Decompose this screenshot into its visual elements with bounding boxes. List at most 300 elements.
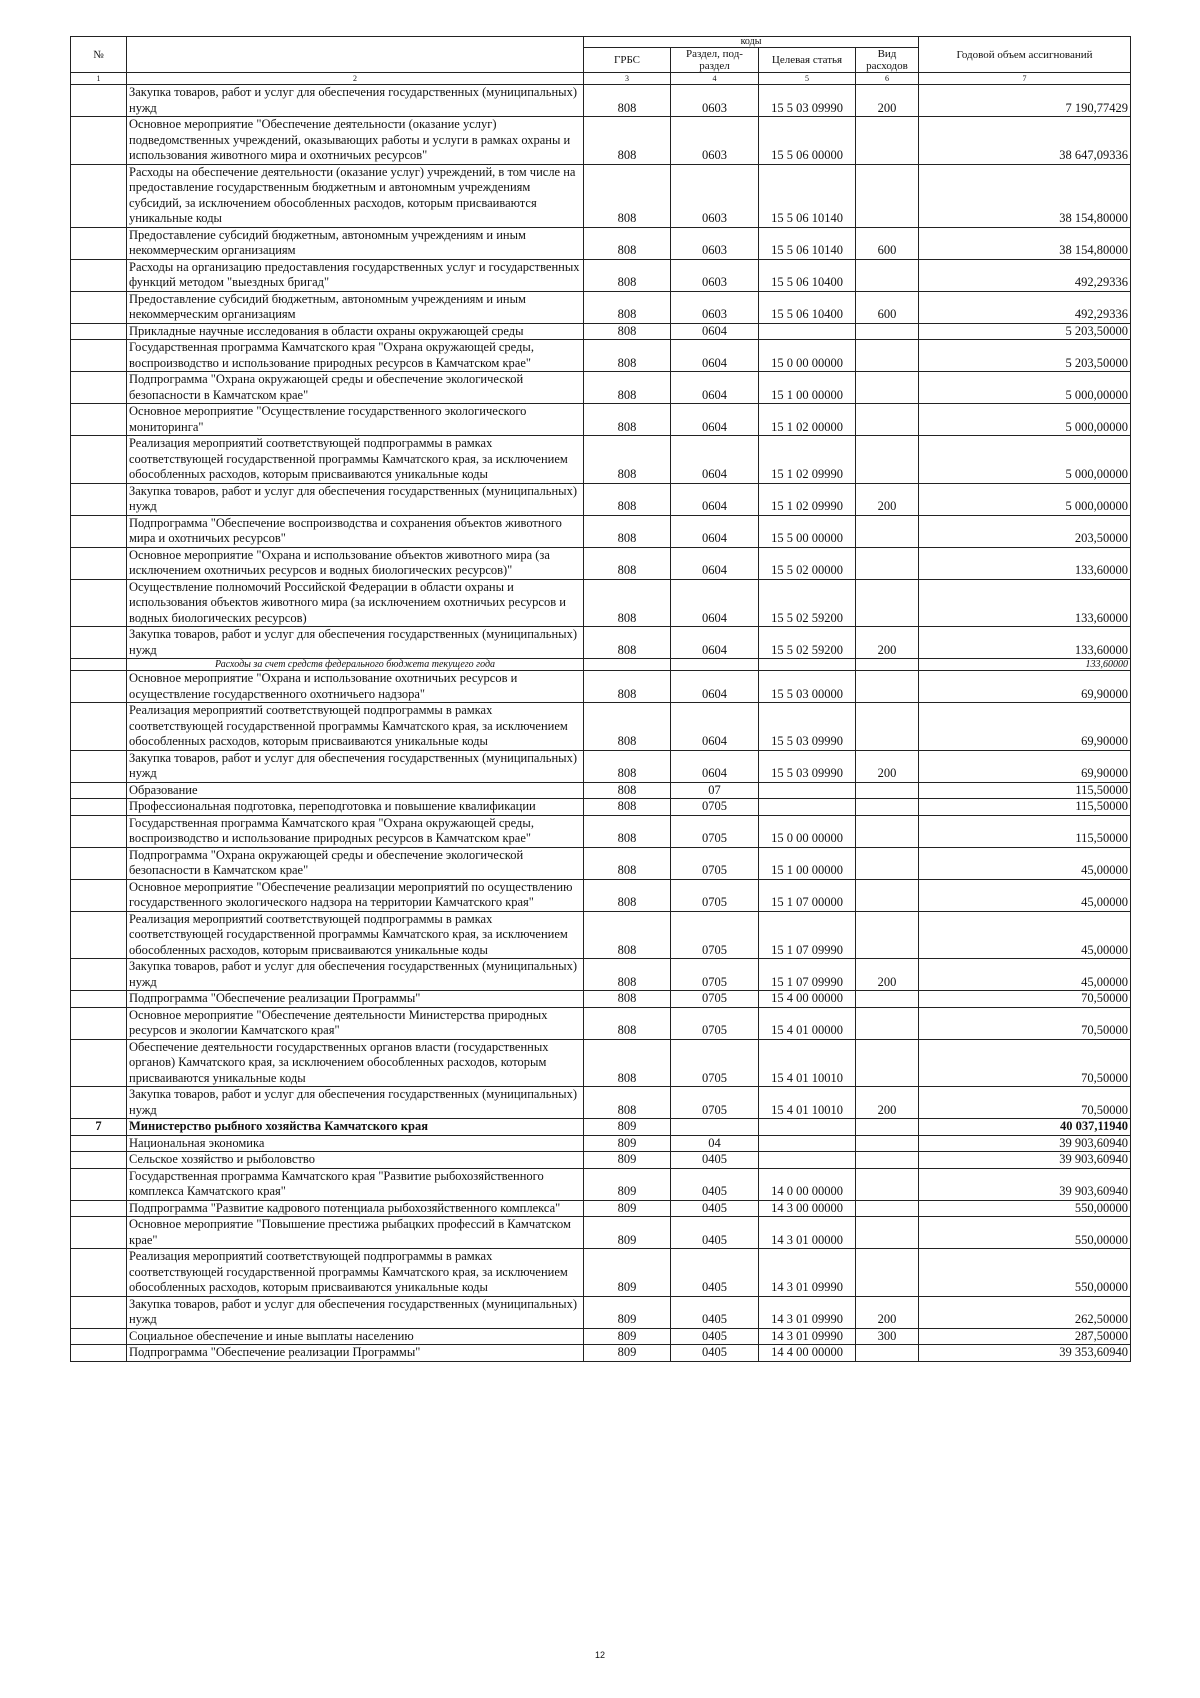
row-amount-cell: 39 903,60940 <box>919 1152 1131 1169</box>
row-section-cell: 0604 <box>671 483 759 515</box>
row-grbs-cell: 809 <box>584 1345 671 1362</box>
table-row <box>71 1296 1131 1328</box>
row-target-cell: 14 3 01 09990 <box>759 1249 856 1297</box>
row-section-cell: 0705 <box>671 1087 759 1119</box>
row-kind-cell <box>856 1039 919 1087</box>
row-target-cell <box>759 1152 856 1169</box>
row-target-cell: 15 4 00 00000 <box>759 991 856 1008</box>
row-name-cell: Основное мероприятие "Охрана и использование объектов животного мира (за исключением охотничьих ресурсов и водных биологических ресурсов)" <box>127 547 584 579</box>
table-row <box>71 911 1131 959</box>
row-name-cell: Предоставление субсидий бюджетным, автономным учреждениям и иным некоммерческим организациям <box>127 227 584 259</box>
row-grbs-cell: 808 <box>584 404 671 436</box>
row-target-cell <box>759 782 856 799</box>
row-number-cell <box>71 1296 127 1328</box>
row-amount-cell: 70,50000 <box>919 991 1131 1008</box>
row-kind-cell <box>856 815 919 847</box>
row-grbs-cell: 808 <box>584 1007 671 1039</box>
row-kind-cell <box>856 703 919 751</box>
row-grbs-cell: 808 <box>584 340 671 372</box>
row-kind-cell <box>856 991 919 1008</box>
row-number-cell <box>71 1039 127 1087</box>
row-amount-cell: 45,00000 <box>919 879 1131 911</box>
row-grbs-cell: 808 <box>584 515 671 547</box>
row-target-cell: 15 5 00 00000 <box>759 515 856 547</box>
row-number-cell <box>71 372 127 404</box>
row-grbs-cell: 808 <box>584 991 671 1008</box>
row-section-cell: 0604 <box>671 404 759 436</box>
row-kind-cell: 300 <box>856 1328 919 1345</box>
row-amount-cell: 133,60000 <box>919 627 1131 659</box>
row-section-cell: 0604 <box>671 340 759 372</box>
header-target: Целевая статья <box>759 48 856 73</box>
row-kind-cell <box>856 1200 919 1217</box>
table-row <box>71 1039 1131 1087</box>
row-grbs-cell: 808 <box>584 164 671 227</box>
row-amount-cell: 203,50000 <box>919 515 1131 547</box>
table-row <box>71 85 1131 117</box>
row-number-cell <box>71 117 127 165</box>
row-kind-cell <box>856 436 919 484</box>
table-row <box>71 782 1131 799</box>
table-row <box>71 799 1131 816</box>
row-grbs-cell: 808 <box>584 750 671 782</box>
row-kind-cell <box>856 1135 919 1152</box>
row-grbs-cell: 808 <box>584 227 671 259</box>
row-kind-cell <box>856 515 919 547</box>
page-number: 12 <box>594 1650 605 1660</box>
row-target-cell: 15 1 02 00000 <box>759 404 856 436</box>
row-target-cell <box>759 323 856 340</box>
row-section-cell: 0405 <box>671 1345 759 1362</box>
row-kind-cell: 200 <box>856 483 919 515</box>
row-amount-cell: 550,00000 <box>919 1200 1131 1217</box>
row-number-cell <box>71 1135 127 1152</box>
row-number-cell <box>71 959 127 991</box>
row-amount-cell: 38 647,09336 <box>919 117 1131 165</box>
row-name-cell: Подпрограмма "Обеспечение воспроизводства и сохранения объектов животного мира и охотничьих ресурсов" <box>127 515 584 547</box>
row-name-cell: Осуществление полномочий Российской Федерации в области охраны и использования объектов животного мира (за исключением охотничьих ресурсов и водных биологических ресурсов) <box>127 579 584 627</box>
row-target-cell: 15 4 01 10010 <box>759 1039 856 1087</box>
row-amount-cell: 39 903,60940 <box>919 1135 1131 1152</box>
row-grbs-cell: 808 <box>584 879 671 911</box>
row-name-cell: Расходы на обеспечение деятельности (оказание услуг) учреждений, в том числе на предоставление государственным бюджетным и автономным учреждениям субсидий, за исключением обособленных расходов, которым присваиваются уникальные коды <box>127 164 584 227</box>
row-number-cell <box>71 911 127 959</box>
row-grbs-cell: 808 <box>584 911 671 959</box>
row-target-cell: 15 5 02 00000 <box>759 547 856 579</box>
row-kind-cell <box>856 1168 919 1200</box>
column-number: 7 <box>919 73 1131 85</box>
header-kind: Вид расходов <box>856 48 919 73</box>
table-row <box>71 164 1131 227</box>
header-amount: Годовой объем ассигнований <box>919 37 1131 73</box>
row-target-cell: 14 3 01 09990 <box>759 1328 856 1345</box>
row-amount-cell: 70,50000 <box>919 1007 1131 1039</box>
row-number-cell <box>71 515 127 547</box>
row-name-cell: Подпрограмма "Охрана окружающей среды и обеспечение экологической безопасности в Камчатском крае" <box>127 847 584 879</box>
row-kind-cell <box>856 404 919 436</box>
row-section-cell: 0405 <box>671 1200 759 1217</box>
row-number-cell <box>71 1217 127 1249</box>
row-number-cell <box>71 671 127 703</box>
row-name-cell: Расходы за счет средств федерального бюджета текущего года <box>127 659 584 671</box>
table-row <box>71 991 1131 1008</box>
table-row <box>71 579 1131 627</box>
row-target-cell <box>759 799 856 816</box>
row-kind-cell <box>856 1007 919 1039</box>
row-kind-cell: 200 <box>856 750 919 782</box>
row-number-cell <box>71 659 127 671</box>
row-section-cell: 0604 <box>671 627 759 659</box>
row-target-cell: 15 1 07 00000 <box>759 879 856 911</box>
row-target-cell: 15 0 00 00000 <box>759 340 856 372</box>
row-grbs-cell: 809 <box>584 1168 671 1200</box>
table-row <box>71 1119 1131 1136</box>
table-row <box>71 259 1131 291</box>
table-row <box>71 547 1131 579</box>
row-name-cell: Основное мероприятие "Обеспечение реализации мероприятий по осуществлению государственного экологического надзора на территории Камчатского края" <box>127 879 584 911</box>
row-amount-cell: 45,00000 <box>919 911 1131 959</box>
row-target-cell: 15 5 06 10400 <box>759 291 856 323</box>
row-target-cell <box>759 1135 856 1152</box>
row-section-cell: 0405 <box>671 1296 759 1328</box>
row-target-cell: 14 4 00 00000 <box>759 1345 856 1362</box>
row-amount-cell: 550,00000 <box>919 1217 1131 1249</box>
row-grbs-cell: 808 <box>584 85 671 117</box>
table-row <box>71 1345 1131 1362</box>
row-grbs-cell: 808 <box>584 799 671 816</box>
row-amount-cell: 492,29336 <box>919 291 1131 323</box>
table-row <box>71 1328 1131 1345</box>
row-kind-cell: 600 <box>856 291 919 323</box>
row-name-cell: Государственная программа Камчатского края "Охрана окружающей среды, воспроизводство и использование природных ресурсов в Камчатском крае" <box>127 340 584 372</box>
row-name-cell: Основное мероприятие "Осуществление государственного экологического мониторинга" <box>127 404 584 436</box>
row-target-cell: 15 4 01 10010 <box>759 1087 856 1119</box>
row-number-cell <box>71 1249 127 1297</box>
row-name-cell: Основное мероприятие "Повышение престижа рыбацких профессий в Камчатском крае" <box>127 1217 584 1249</box>
row-section-cell: 0705 <box>671 911 759 959</box>
row-name-cell: Государственная программа Камчатского края "Охрана окружающей среды, воспроизводство и использование природных ресурсов в Камчатском крае" <box>127 815 584 847</box>
row-kind-cell <box>856 259 919 291</box>
row-target-cell: 15 5 03 00000 <box>759 671 856 703</box>
row-amount-cell: 69,90000 <box>919 703 1131 751</box>
row-number-cell <box>71 847 127 879</box>
row-section-cell: 0705 <box>671 815 759 847</box>
row-target-cell: 15 0 00 00000 <box>759 815 856 847</box>
row-section-cell: 0604 <box>671 671 759 703</box>
row-kind-cell: 200 <box>856 959 919 991</box>
row-number-cell <box>71 879 127 911</box>
row-target-cell: 15 5 02 59200 <box>759 627 856 659</box>
row-amount-cell: 7 190,77429 <box>919 85 1131 117</box>
table-row <box>71 1152 1131 1169</box>
column-number: 2 <box>127 73 584 85</box>
row-number-cell <box>71 991 127 1008</box>
row-name-cell: Обеспечение деятельности государственных органов власти (государственных органов) Камчатского края, за исключением обособленных расходов, которым присваиваются уникальные коды <box>127 1039 584 1087</box>
row-section-cell: 0604 <box>671 579 759 627</box>
row-kind-cell <box>856 372 919 404</box>
row-section-cell: 0603 <box>671 117 759 165</box>
row-amount-cell: 5 203,50000 <box>919 340 1131 372</box>
row-kind-cell <box>856 164 919 227</box>
row-kind-cell <box>856 1217 919 1249</box>
row-number-cell <box>71 1328 127 1345</box>
row-section-cell <box>671 1119 759 1136</box>
row-name-cell: Предоставление субсидий бюджетным, автономным учреждениям и иным некоммерческим организациям <box>127 291 584 323</box>
row-name-cell: Реализация мероприятий соответствующей подпрограммы в рамках соответствующей государственной программы Камчатского края, за исключением обособленных расходов, которым присваиваются уникальные коды <box>127 1249 584 1297</box>
row-number-cell <box>71 547 127 579</box>
row-section-cell: 0705 <box>671 879 759 911</box>
row-grbs-cell: 808 <box>584 959 671 991</box>
table-row <box>71 515 1131 547</box>
row-grbs-cell: 809 <box>584 1249 671 1297</box>
row-kind-cell <box>856 879 919 911</box>
row-name-cell: Расходы на организацию предоставления государственных услуг и государственных функций методом "выездных бригад" <box>127 259 584 291</box>
row-number-cell <box>71 627 127 659</box>
table-row <box>71 703 1131 751</box>
table-row <box>71 1087 1131 1119</box>
column-number: 5 <box>759 73 856 85</box>
row-grbs-cell: 808 <box>584 547 671 579</box>
row-number-cell: 7 <box>71 1119 127 1136</box>
table-row <box>71 815 1131 847</box>
row-target-cell <box>759 1119 856 1136</box>
row-target-cell: 15 4 01 00000 <box>759 1007 856 1039</box>
row-grbs-cell: 808 <box>584 372 671 404</box>
row-name-cell: Министерство рыбного хозяйства Камчатского края <box>127 1119 584 1136</box>
row-target-cell: 15 1 00 00000 <box>759 372 856 404</box>
row-kind-cell <box>856 782 919 799</box>
row-amount-cell: 39 353,60940 <box>919 1345 1131 1362</box>
table-row <box>71 323 1131 340</box>
row-number-cell <box>71 436 127 484</box>
row-amount-cell: 5 000,00000 <box>919 404 1131 436</box>
row-grbs-cell: 808 <box>584 782 671 799</box>
row-amount-cell: 70,50000 <box>919 1087 1131 1119</box>
row-number-cell <box>71 164 127 227</box>
row-kind-cell <box>856 659 919 671</box>
row-name-cell: Закупка товаров, работ и услуг для обеспечения государственных (муниципальных) нужд <box>127 85 584 117</box>
table-row <box>71 1007 1131 1039</box>
row-kind-cell: 200 <box>856 85 919 117</box>
row-kind-cell <box>856 340 919 372</box>
row-amount-cell: 262,50000 <box>919 1296 1131 1328</box>
table-row <box>71 1168 1131 1200</box>
row-kind-cell: 200 <box>856 1296 919 1328</box>
row-number-cell <box>71 1007 127 1039</box>
row-section-cell: 0603 <box>671 227 759 259</box>
row-amount-cell: 115,50000 <box>919 815 1131 847</box>
row-name-cell: Закупка товаров, работ и услуг для обеспечения государственных (муниципальных) нужд <box>127 750 584 782</box>
row-kind-cell: 200 <box>856 627 919 659</box>
row-name-cell: Закупка товаров, работ и услуг для обеспечения государственных (муниципальных) нужд <box>127 627 584 659</box>
row-number-cell <box>71 1200 127 1217</box>
row-section-cell: 0705 <box>671 847 759 879</box>
row-grbs-cell: 808 <box>584 671 671 703</box>
row-name-cell: Подпрограмма "Обеспечение реализации Программы" <box>127 991 584 1008</box>
table-row <box>71 291 1131 323</box>
row-section-cell: 0405 <box>671 1152 759 1169</box>
budget-table <box>70 36 1131 1362</box>
table-row <box>71 340 1131 372</box>
row-amount-cell: 5 000,00000 <box>919 436 1131 484</box>
row-name-cell: Прикладные научные исследования в области охраны окружающей среды <box>127 323 584 340</box>
row-number-cell <box>71 1168 127 1200</box>
row-kind-cell: 600 <box>856 227 919 259</box>
row-number-cell <box>71 750 127 782</box>
row-name-cell: Основное мероприятие "Охрана и использование охотничьих ресурсов и осуществление государственного охотничьего надзора" <box>127 671 584 703</box>
header-grbs: ГРБС <box>584 48 671 73</box>
row-amount-cell: 39 903,60940 <box>919 1168 1131 1200</box>
row-grbs-cell: 808 <box>584 627 671 659</box>
table-row <box>71 372 1131 404</box>
row-target-cell: 15 5 03 09990 <box>759 703 856 751</box>
row-amount-cell: 115,50000 <box>919 782 1131 799</box>
row-target-cell <box>759 659 856 671</box>
row-grbs-cell: 808 <box>584 259 671 291</box>
row-kind-cell <box>856 847 919 879</box>
row-target-cell: 15 1 07 09990 <box>759 959 856 991</box>
row-name-cell: Основное мероприятие "Обеспечение деятельности (оказание услуг) подведомственных учреждений, оказывающих работы и услуги в рамках охраны и использования животного мира и охотничьих ресурсов" <box>127 117 584 165</box>
row-kind-cell <box>856 671 919 703</box>
table-row <box>71 1249 1131 1297</box>
row-target-cell: 15 5 03 09990 <box>759 85 856 117</box>
budget-sheet <box>70 36 1130 1362</box>
row-amount-cell: 69,90000 <box>919 671 1131 703</box>
row-number-cell <box>71 85 127 117</box>
column-numbers-row <box>71 73 1131 85</box>
row-name-cell: Реализация мероприятий соответствующей подпрограммы в рамках соответствующей государственной программы Камчатского края, за исключением обособленных расходов, которым присваиваются уникальные коды <box>127 703 584 751</box>
table-row <box>71 1217 1131 1249</box>
row-section-cell: 0603 <box>671 85 759 117</box>
row-number-cell <box>71 703 127 751</box>
row-target-cell: 14 0 00 00000 <box>759 1168 856 1200</box>
row-target-cell: 15 5 02 59200 <box>759 579 856 627</box>
row-grbs-cell: 808 <box>584 1087 671 1119</box>
row-section-cell: 07 <box>671 782 759 799</box>
row-grbs-cell: 809 <box>584 1135 671 1152</box>
row-grbs-cell: 808 <box>584 703 671 751</box>
row-kind-cell <box>856 547 919 579</box>
row-grbs-cell: 809 <box>584 1119 671 1136</box>
row-grbs-cell: 809 <box>584 1328 671 1345</box>
table-row <box>71 117 1131 165</box>
row-amount-cell: 38 154,80000 <box>919 164 1131 227</box>
column-number: 6 <box>856 73 919 85</box>
row-target-cell: 14 3 01 00000 <box>759 1217 856 1249</box>
row-grbs-cell: 808 <box>584 483 671 515</box>
row-target-cell: 15 5 06 10400 <box>759 259 856 291</box>
row-kind-cell <box>856 1249 919 1297</box>
row-section-cell: 0405 <box>671 1328 759 1345</box>
header-codes: коды <box>584 37 919 48</box>
row-name-cell: Государственная программа Камчатского края "Развитие рыбохозяйственного комплекса Камчатского края" <box>127 1168 584 1200</box>
row-name-cell: Социальное обеспечение и иные выплаты населению <box>127 1328 584 1345</box>
table-row <box>71 227 1131 259</box>
header-section: Раздел, под-раздел <box>671 48 759 73</box>
row-amount-cell: 5 203,50000 <box>919 323 1131 340</box>
row-section-cell: 0705 <box>671 1007 759 1039</box>
table-row <box>71 627 1131 659</box>
row-number-cell <box>71 1345 127 1362</box>
row-name-cell: Закупка товаров, работ и услуг для обеспечения государственных (муниципальных) нужд <box>127 1296 584 1328</box>
row-number-cell <box>71 227 127 259</box>
row-name-cell: Подпрограмма "Обеспечение реализации Программы" <box>127 1345 584 1362</box>
row-name-cell: Основное мероприятие "Обеспечение деятельности Министерства природных ресурсов и экологии Камчатского края" <box>127 1007 584 1039</box>
row-amount-cell: 69,90000 <box>919 750 1131 782</box>
row-section-cell: 04 <box>671 1135 759 1152</box>
table-body <box>71 85 1131 1362</box>
row-target-cell: 15 5 03 09990 <box>759 750 856 782</box>
row-grbs-cell: 808 <box>584 436 671 484</box>
row-grbs-cell: 809 <box>584 1152 671 1169</box>
table-row <box>71 750 1131 782</box>
row-name-cell: Образование <box>127 782 584 799</box>
table-row <box>71 879 1131 911</box>
row-number-cell <box>71 404 127 436</box>
table-row <box>71 436 1131 484</box>
row-grbs-cell: 808 <box>584 815 671 847</box>
table-row <box>71 847 1131 879</box>
row-number-cell <box>71 799 127 816</box>
row-amount-cell: 38 154,80000 <box>919 227 1131 259</box>
table-row <box>71 1200 1131 1217</box>
row-grbs-cell: 809 <box>584 1217 671 1249</box>
row-section-cell: 0604 <box>671 515 759 547</box>
row-grbs-cell <box>584 659 671 671</box>
row-kind-cell <box>856 117 919 165</box>
column-number: 1 <box>71 73 127 85</box>
row-amount-cell: 45,00000 <box>919 847 1131 879</box>
row-grbs-cell: 808 <box>584 323 671 340</box>
row-kind-cell <box>856 911 919 959</box>
row-section-cell: 0603 <box>671 164 759 227</box>
row-number-cell <box>71 323 127 340</box>
row-kind-cell <box>856 579 919 627</box>
row-number-cell <box>71 815 127 847</box>
row-target-cell: 15 5 06 10140 <box>759 227 856 259</box>
row-kind-cell <box>856 1152 919 1169</box>
row-target-cell: 15 5 06 10140 <box>759 164 856 227</box>
row-number-cell <box>71 579 127 627</box>
row-name-cell: Закупка товаров, работ и услуг для обеспечения государственных (муниципальных) нужд <box>127 959 584 991</box>
header-number: № <box>71 37 127 73</box>
row-kind-cell <box>856 799 919 816</box>
row-section-cell: 0705 <box>671 959 759 991</box>
row-section-cell: 0604 <box>671 547 759 579</box>
row-target-cell: 15 5 06 00000 <box>759 117 856 165</box>
table-row <box>71 1135 1131 1152</box>
row-name-cell: Реализация мероприятий соответствующей подпрограммы в рамках соответствующей государственной программы Камчатского края, за исключением обособленных расходов, которым присваиваются уникальные коды <box>127 911 584 959</box>
row-section-cell: 0405 <box>671 1168 759 1200</box>
row-grbs-cell: 808 <box>584 847 671 879</box>
table-row <box>71 959 1131 991</box>
row-section-cell: 0705 <box>671 991 759 1008</box>
table-row <box>71 483 1131 515</box>
row-section-cell: 0705 <box>671 799 759 816</box>
row-section-cell: 0405 <box>671 1249 759 1297</box>
row-number-cell <box>71 340 127 372</box>
row-section-cell: 0705 <box>671 1039 759 1087</box>
table-header <box>71 37 1131 85</box>
row-number-cell <box>71 782 127 799</box>
row-amount-cell: 133,60000 <box>919 659 1131 671</box>
row-amount-cell: 5 000,00000 <box>919 483 1131 515</box>
row-section-cell: 0604 <box>671 372 759 404</box>
row-amount-cell: 287,50000 <box>919 1328 1131 1345</box>
row-name-cell: Профессиональная подготовка, переподготовка и повышение квалификации <box>127 799 584 816</box>
row-name-cell: Подпрограмма "Охрана окружающей среды и обеспечение экологической безопасности в Камчатском крае" <box>127 372 584 404</box>
row-section-cell <box>671 659 759 671</box>
